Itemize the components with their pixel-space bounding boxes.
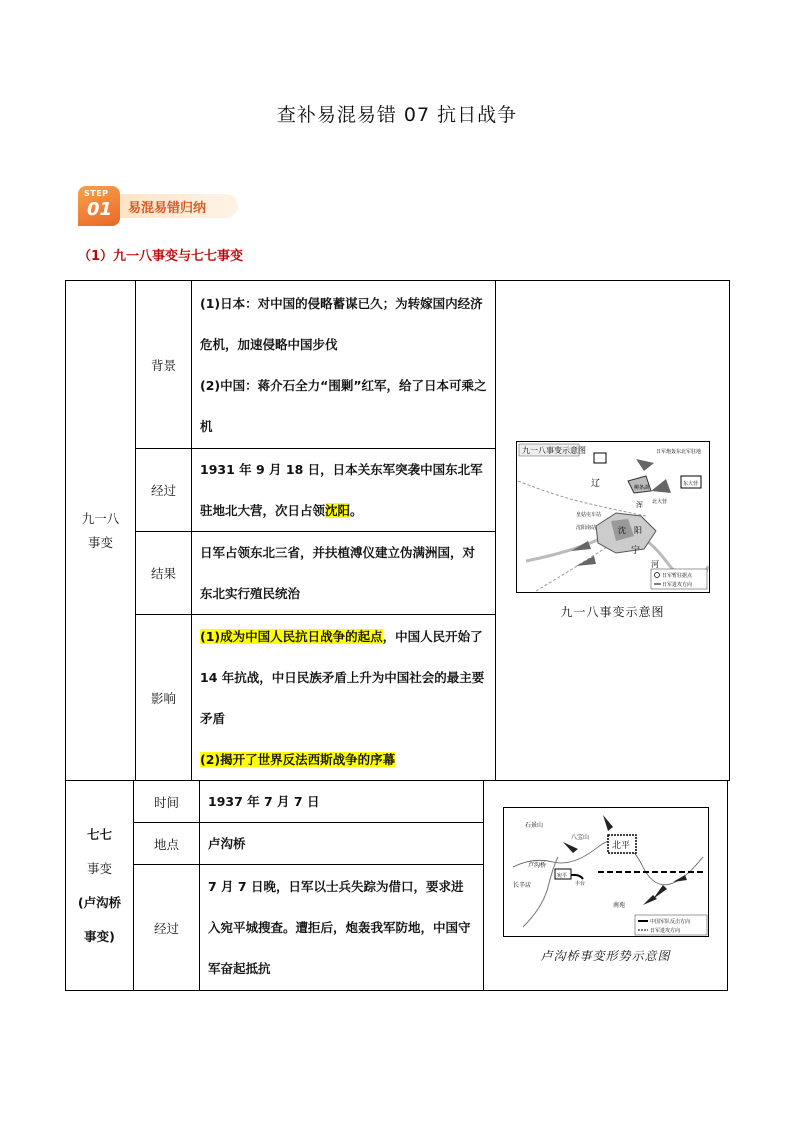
content-paragraph (200, 616, 487, 739)
map-label: 北平 (611, 841, 630, 851)
event-name-918 (66, 281, 136, 781)
map-label: 柳条湖 (633, 485, 649, 491)
map-label: 宁 (630, 546, 640, 556)
map-label: 沈阳南站 (575, 525, 596, 531)
map-label: 南苑 (612, 902, 625, 909)
step-label: 易混易错归纳 (128, 201, 207, 216)
map-label: 日军炮轰东北军驻地 (655, 449, 701, 455)
map-title: 九一八事变示意图 (521, 446, 586, 455)
step-number: 01 (87, 199, 113, 220)
map-label: 宛平 (556, 873, 567, 879)
table-918 (65, 280, 730, 781)
row-label-impact: 影响 (136, 615, 192, 781)
map-label: 皇姑屯车站 (575, 512, 601, 518)
row-content-process-77: 7 月 7 日晚，日军以士兵失踪为借口，要求进入宛平城搜查。遭拒后，炮轰我军防地，中国守军奋起抵抗 (200, 865, 484, 991)
highlighted-text: (2)揭开了世界反法西斯战争的序幕 (200, 751, 396, 767)
map-918-svg (516, 441, 710, 593)
step-badge (78, 186, 238, 226)
map-label: 辽 (590, 479, 600, 489)
map-legend: 日军进攻方向 (661, 582, 692, 588)
event-name-line: (卢沟桥 (77, 894, 122, 910)
row-label-place: 地点 (134, 823, 200, 865)
event-name-line: 七七 (86, 826, 112, 842)
event-name-line: 事变) (84, 928, 115, 944)
figure-cell-918 (496, 281, 730, 781)
row-content-time: 1937 年 7 月 7 日 (200, 781, 484, 823)
map-label: 长辛店 (512, 882, 531, 889)
content-text: 1931 年 9 月 18 日，日本关东军突袭中国东北军驻地北大营，次日占领 (200, 462, 483, 518)
row-label-background: 背景 (136, 281, 192, 449)
event-name-line: 事变 (86, 860, 112, 876)
content-paragraph (200, 739, 487, 780)
figure-caption: 九一八事变示意图 (560, 605, 665, 619)
map-label: 卢沟桥 (527, 862, 546, 869)
map-label: 北大营 (651, 499, 667, 505)
content-paragraph: (2)中国：蒋介石全力“围剿”红军，给了日本可乘之机 (200, 377, 487, 434)
map-label: 石景山 (524, 822, 543, 829)
figure-cell-77 (484, 781, 728, 991)
content-paragraph: (1)日本：对中国的侵略蓄谋已久；为转嫁国内经济危机，加速侵略中国步伐 (200, 295, 483, 352)
row-content-result: 日军占领东北三省，并扶植溥仪建立伪满洲国，对东北实行殖民统治 (192, 532, 496, 615)
map-legend: 中国军队反击方向 (649, 919, 690, 925)
highlighted-text: 沈阳 (325, 503, 351, 518)
row-content-process (192, 449, 496, 532)
row-content-place: 卢沟桥 (200, 823, 484, 865)
map-legend: 日军暂驻据点 (661, 573, 692, 579)
event-name-line: 事变 (87, 534, 113, 550)
content-text: 。 (350, 503, 363, 518)
map-label: 八宝山 (570, 834, 589, 841)
map-label: 浑 (635, 501, 643, 509)
row-label-time: 时间 (134, 781, 200, 823)
content-text: ，中国人民开始了 14 年抗战，中日民族矛盾上升为中国社会的最主要矛盾 (200, 628, 485, 726)
row-label-process: 经过 (136, 449, 192, 532)
event-name-77 (66, 781, 134, 991)
row-label-process-77: 经过 (134, 865, 200, 991)
figure-caption: 卢沟桥事变形势示意图 (540, 949, 671, 963)
highlighted-text: (1)成为中国人民抗日战争的起点 (200, 628, 383, 644)
step-label-pill (104, 194, 238, 218)
map-label: 丰台 (574, 881, 585, 887)
row-label-result: 结果 (136, 532, 192, 615)
row-content-impact (192, 615, 496, 781)
map-legend: 日军进攻方向 (649, 928, 680, 934)
section-heading: （1）九一八事变与七七事变 (78, 249, 244, 264)
map-label: 河 (650, 560, 659, 569)
row-content-background (192, 281, 496, 449)
page-title: 查补易混易错 07 抗日战争 (276, 104, 518, 126)
step-number-box (78, 186, 120, 226)
step-word: STEP (84, 189, 109, 198)
map-label: 沈 (617, 526, 626, 535)
event-name-line: 九一八 (81, 510, 120, 526)
map-label: 阳 (633, 526, 642, 535)
map-77-svg (503, 807, 709, 937)
map-label: 东大营 (682, 481, 698, 487)
table-77 (65, 780, 728, 991)
